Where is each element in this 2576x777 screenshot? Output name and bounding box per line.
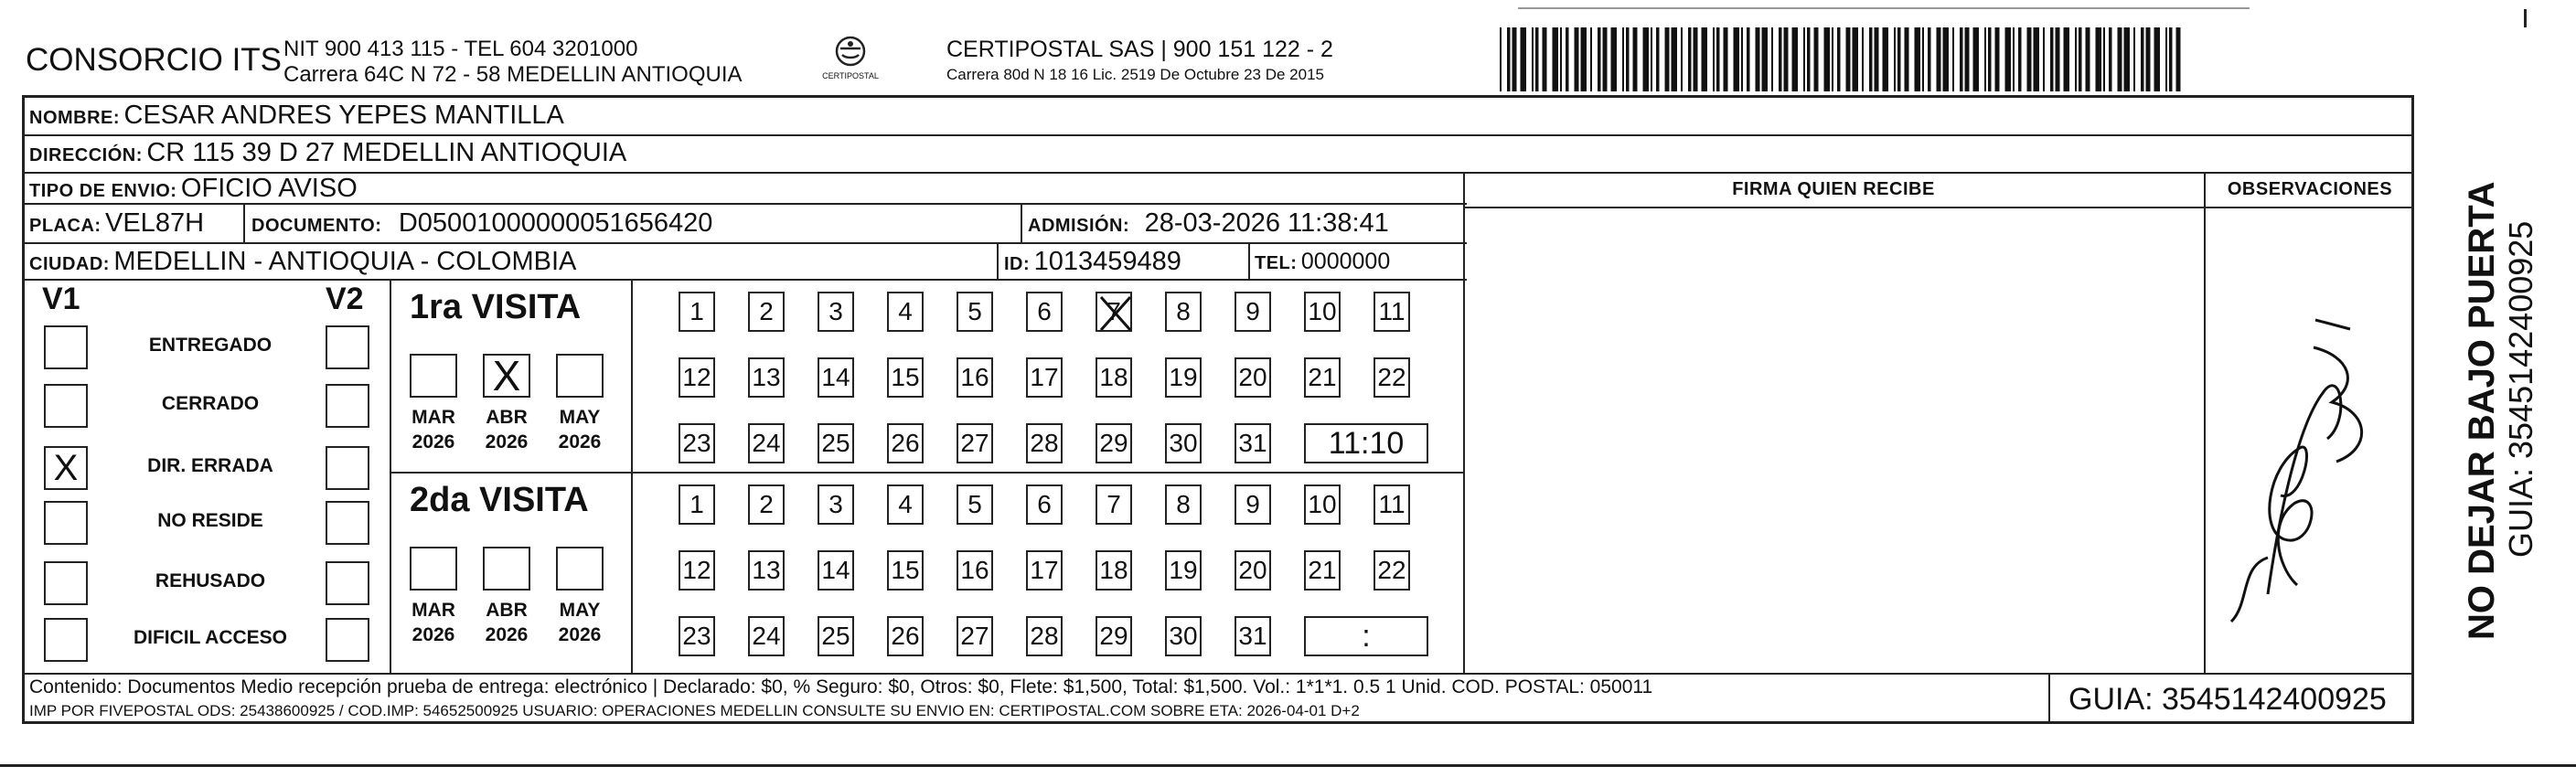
day-box[interactable]: 8	[1165, 484, 1202, 525]
day-box[interactable]: 25	[818, 616, 854, 656]
day-box[interactable]: 16	[957, 550, 993, 591]
month-year: 2026	[485, 431, 529, 452]
barcode-bar	[2043, 27, 2045, 91]
month-label	[475, 405, 539, 454]
status-label: NO RESIDE	[157, 510, 263, 531]
month-year: 2026	[412, 431, 455, 452]
day-box[interactable]: 1	[679, 484, 715, 525]
visit-title: 2da VISITA	[410, 481, 589, 519]
status-label: CERRADO	[161, 393, 260, 414]
company-address: Carrera 64C N 72 - 58 MEDELLIN ANTIOQUIA	[283, 62, 743, 87]
time-box[interactable]: :	[1304, 616, 1428, 656]
id-value: 1013459489	[1033, 247, 1181, 276]
nombre-row	[29, 101, 564, 131]
barcode-bar	[1965, 27, 1970, 91]
month-label	[548, 598, 612, 647]
month-label	[401, 598, 465, 647]
day-box[interactable]: 29	[1096, 423, 1132, 463]
tipo-value: OFICIO AVISO	[180, 174, 358, 203]
day-box[interactable]: 26	[887, 423, 924, 463]
status-label: DIR. ERRADA	[147, 455, 273, 476]
day-box[interactable]: 24	[748, 616, 785, 656]
v1-checkbox[interactable]	[44, 618, 88, 662]
admision-label: ADMISIÓN:	[1028, 216, 1130, 236]
day-box[interactable]: 2	[748, 484, 785, 525]
v2-header: V2	[326, 282, 364, 316]
day-box[interactable]: 19	[1165, 550, 1202, 591]
barcode-bar	[1651, 27, 1652, 91]
day-box[interactable]: 7	[1096, 484, 1132, 525]
barcode-bar	[1915, 27, 1921, 91]
barcode-bar	[1581, 27, 1587, 91]
day-box[interactable]: 15	[887, 357, 924, 398]
month-year: 2026	[485, 624, 529, 645]
side-warning: NO DEJAR BAJO PUERTA	[2462, 181, 2502, 640]
barcode-bar	[1853, 27, 1859, 91]
day-box[interactable]: 5	[957, 292, 993, 332]
day-box[interactable]: 6	[1026, 292, 1063, 332]
bottom-rule	[0, 764, 2576, 767]
v2-checkbox[interactable]	[326, 561, 369, 605]
barcode-bar	[1837, 27, 1841, 91]
barcode-bar	[1672, 27, 1678, 91]
barcode-bar	[2176, 27, 2181, 91]
barcode-bar	[1803, 27, 1805, 91]
day-box[interactable]: 21	[1304, 550, 1341, 591]
barcode-bar	[1741, 27, 1743, 91]
barcode-bar	[1771, 27, 1773, 91]
day-box[interactable]: 16	[957, 357, 993, 398]
barcode-bar	[1500, 27, 1502, 91]
barcode-bar	[1724, 27, 1728, 91]
barcode-bar	[2079, 27, 2082, 91]
barcode-bar	[1507, 27, 1511, 91]
time-box[interactable]: 11:10	[1304, 423, 1428, 463]
barcode-bar	[1702, 27, 1708, 91]
day-box[interactable]: 18	[1096, 357, 1132, 398]
day-box[interactable]: 20	[1235, 550, 1271, 591]
barcode-bar	[1688, 27, 1692, 91]
footer-guia: GUIA: 3545142400925	[2068, 682, 2387, 717]
barcode-bar	[1807, 27, 1811, 91]
barcode-bar	[1521, 27, 1527, 91]
day-box[interactable]: 5	[957, 484, 993, 525]
nombre-value: CESAR ANDRES YEPES MANTILLA	[123, 101, 564, 130]
day-box[interactable]: 27	[957, 423, 993, 463]
day-box[interactable]: 21	[1304, 357, 1341, 398]
barcode-bar	[1734, 27, 1740, 91]
day-box[interactable]: 2	[748, 292, 785, 332]
day-box[interactable]: 8	[1165, 292, 1202, 332]
barcode	[1500, 27, 2181, 91]
barcode-bar	[1952, 27, 1954, 91]
barcode-bar	[1762, 27, 1769, 91]
barcode-bar	[2005, 27, 2012, 91]
day-box[interactable]: 24	[748, 423, 785, 463]
barcode-bar	[2141, 27, 2144, 91]
v1-checkbox[interactable]	[44, 325, 88, 369]
day-box[interactable]: 7	[1096, 292, 1132, 332]
firma-header: FIRMA QUIEN RECIBE	[1732, 179, 1935, 199]
barcode-bar	[1984, 27, 1986, 91]
ciudad-field	[29, 247, 576, 277]
barcode-bar	[1779, 27, 1782, 91]
barcode-bar	[2013, 27, 2015, 91]
barcode-bar	[1922, 27, 1924, 91]
ciudad-label: CIUDAD:	[29, 254, 110, 274]
month-name: ABR	[486, 407, 528, 428]
barcode-bar	[1784, 27, 1789, 91]
barcode-bar	[2050, 27, 2054, 91]
month-checkbox[interactable]	[410, 354, 457, 398]
month-label	[548, 405, 612, 454]
barcode-bar	[1665, 27, 1670, 91]
day-box[interactable]: 14	[818, 357, 854, 398]
barcode-bar	[1928, 27, 1931, 91]
day-box[interactable]: 11	[1374, 292, 1410, 332]
carrier-address: Carrera 80d N 18 16 Lic. 2519 De Octubre 23 De 2015	[946, 66, 1324, 83]
contenido-text: Contenido: Documentos Medio recepción prueba de entrega: electrónico | Declarado: $0, % Seguro: $0, Otros: $0, Flete: $1,500, Total: $1,500. Vol.: 1*1*1. 0.5 1 Unid. COD. POSTAL: 050011	[29, 676, 1653, 697]
status-label: ENTREGADO	[148, 335, 273, 356]
barcode-bar	[2169, 27, 2173, 91]
barcode-bar	[1543, 27, 1547, 91]
side-guia: GUIA: 3545142400925	[2502, 220, 2539, 558]
barcode-bar	[2064, 27, 2070, 91]
v2-checkbox[interactable]	[326, 446, 369, 490]
tipo-label: TIPO DE ENVIO:	[29, 181, 177, 201]
barcode-bar	[1943, 27, 1950, 91]
barcode-bar	[1988, 27, 1992, 91]
v2-checkbox[interactable]	[326, 384, 369, 428]
day-box[interactable]: 4	[887, 292, 924, 332]
day-box[interactable]: 31	[1235, 616, 1271, 656]
day-box[interactable]: 13	[748, 357, 785, 398]
documento-value: D05001000000051656420	[398, 208, 713, 238]
v1-header: V1	[42, 282, 80, 316]
id-label: ID:	[1004, 254, 1031, 274]
direccion-row	[29, 138, 626, 168]
day-box[interactable]: 30	[1165, 423, 1202, 463]
visit-title: 1ra VISITA	[410, 288, 582, 326]
day-box[interactable]: 15	[887, 550, 924, 591]
day-box[interactable]: 13	[748, 550, 785, 591]
day-box[interactable]: 30	[1165, 616, 1202, 656]
barcode-bar	[1566, 27, 1569, 91]
tipo-row	[29, 174, 358, 204]
carrier-line: CERTIPOSTAL SAS | 900 151 122 - 2	[946, 37, 1333, 62]
barcode-bar	[2165, 27, 2167, 91]
day-box[interactable]: 23	[679, 423, 715, 463]
barcode-bar	[2086, 27, 2090, 91]
day-box[interactable]: 23	[679, 616, 715, 656]
barcode-bar	[1875, 27, 1879, 91]
month-checkbox[interactable]	[556, 354, 604, 398]
barcode-bar	[1603, 27, 1608, 91]
direccion-value: CR 115 39 D 27 MEDELLIN ANTIOQUIA	[146, 138, 627, 167]
ciudad-value: MEDELLIN - ANTIOQUIA - COLOMBIA	[113, 247, 577, 276]
barcode-bar	[1560, 27, 1562, 91]
signature	[2213, 293, 2378, 640]
barcode-bar	[1869, 27, 1873, 91]
admision-value: 28-03-2026 11:38:41	[1144, 208, 1389, 238]
v1-checkbox[interactable]	[44, 561, 88, 605]
day-box[interactable]: 4	[887, 484, 924, 525]
barcode-bar	[2109, 27, 2112, 91]
documento-field	[251, 208, 712, 239]
day-box[interactable]: 10	[1304, 484, 1341, 525]
tel-value: 0000000	[1300, 249, 1391, 274]
day-box[interactable]: 18	[1096, 550, 1132, 591]
day-box[interactable]: 12	[679, 550, 715, 591]
barcode-bar	[1747, 27, 1750, 91]
id-field	[1004, 247, 1181, 277]
nombre-label: NOMBRE:	[29, 108, 121, 128]
barcode-bar	[1532, 27, 1534, 91]
barcode-bar	[1694, 27, 1698, 91]
day-box[interactable]: 1	[679, 292, 715, 332]
day-box[interactable]: 6	[1026, 484, 1063, 525]
day-box[interactable]: 14	[818, 550, 854, 591]
barcode-bar	[1643, 27, 1650, 91]
month-name: MAR	[412, 407, 455, 428]
barcode-bar	[1995, 27, 2000, 91]
barcode-bar	[1846, 27, 1851, 91]
barcode-bar	[1622, 27, 1624, 91]
status-label: REHUSADO	[155, 570, 266, 591]
barcode-bar	[1575, 27, 1579, 91]
month-name: MAY	[559, 407, 601, 428]
barcode-bar	[2018, 27, 2022, 91]
placa-field	[29, 208, 204, 239]
barcode-bar	[2124, 27, 2131, 91]
day-box[interactable]: 20	[1235, 357, 1271, 398]
barcode-bar	[1894, 27, 1896, 91]
day-box[interactable]: 19	[1165, 357, 1202, 398]
day-box[interactable]: 25	[818, 423, 854, 463]
admision-field	[1028, 208, 1389, 239]
barcode-bar	[1611, 27, 1618, 91]
barcode-bar	[1905, 27, 1909, 91]
month-year: 2026	[558, 431, 602, 452]
barcode-bar	[1883, 27, 1889, 91]
placa-value: VEL87H	[105, 208, 205, 238]
barcode-bar	[2027, 27, 2032, 91]
day-box[interactable]: 10	[1304, 292, 1341, 332]
barcode-bar	[2103, 27, 2105, 91]
barcode-bar	[1862, 27, 1864, 91]
day-box[interactable]: 9	[1235, 484, 1271, 525]
barcode-bar	[1960, 27, 1963, 91]
barcode-bar	[2075, 27, 2077, 91]
v2-checkbox[interactable]	[326, 501, 369, 545]
barcode-bar	[2056, 27, 2060, 91]
corner-mark	[2524, 9, 2527, 27]
documento-label: DOCUMENTO:	[251, 216, 382, 236]
barcode-bar	[1535, 27, 1539, 91]
v1-checkbox[interactable]	[44, 384, 88, 428]
barcode-bar	[1756, 27, 1760, 91]
month-checkbox[interactable]	[410, 547, 457, 591]
day-box[interactable]: 22	[1374, 550, 1410, 591]
status-label: DIFICIL ACCESO	[133, 627, 287, 648]
barcode-bar	[1681, 27, 1683, 91]
month-checkbox[interactable]: X	[483, 354, 530, 398]
barcode-bar	[2096, 27, 2102, 91]
barcode-bar	[2118, 27, 2122, 91]
barcode-bar	[1897, 27, 1901, 91]
certipostal-logo	[818, 33, 882, 88]
barcode-bar	[1598, 27, 1601, 91]
v2-checkbox[interactable]	[326, 618, 369, 662]
day-box[interactable]: 17	[1026, 550, 1063, 591]
day-box[interactable]: 12	[679, 357, 715, 398]
top-rule	[1518, 7, 2250, 9]
barcode-bar	[1553, 27, 1559, 91]
day-box[interactable]: 31	[1235, 423, 1271, 463]
barcode-bar	[1792, 27, 1799, 91]
barcode-bar	[1716, 27, 1720, 91]
month-checkbox[interactable]	[483, 547, 530, 591]
logo-caption: CERTIPOSTAL	[822, 71, 879, 80]
day-box[interactable]: 11	[1374, 484, 1410, 525]
v2-checkbox[interactable]	[326, 325, 369, 369]
barcode-bar	[1656, 27, 1660, 91]
barcode-bar	[2146, 27, 2151, 91]
day-box[interactable]: 3	[818, 292, 854, 332]
barcode-bar	[1512, 27, 1517, 91]
tel-field	[1255, 249, 1390, 275]
nit-line: NIT 900 413 115 - TEL 604 3201000	[283, 37, 638, 61]
barcode-bar	[1814, 27, 1819, 91]
day-box[interactable]: 9	[1235, 292, 1271, 332]
barcode-bar	[2133, 27, 2135, 91]
month-label	[475, 598, 539, 647]
day-box[interactable]: 28	[1026, 423, 1063, 463]
month-name: MAR	[412, 600, 455, 621]
day-box[interactable]: 28	[1026, 616, 1063, 656]
v1-checkbox[interactable]: X	[44, 446, 88, 490]
barcode-bar	[1824, 27, 1831, 91]
day-box[interactable]: 3	[818, 484, 854, 525]
imp-text: IMP POR FIVEPOSTAL ODS: 25438600925 / COD.IMP: 54652500925 USUARIO: OPERACIONES MEDELLIN CONSULTE SU ENVIO EN: CERTIPOSTAL.COM SOBRE ETA: 2026-04-01 D+2	[29, 702, 1360, 719]
direccion-label: DIRECCIÓN:	[29, 145, 143, 165]
month-year: 2026	[558, 624, 602, 645]
month-label	[401, 405, 465, 454]
day-box[interactable]: 27	[957, 616, 993, 656]
month-year: 2026	[412, 624, 455, 645]
month-checkbox[interactable]	[556, 547, 604, 591]
barcode-bar	[2034, 27, 2040, 91]
barcode-bar	[1937, 27, 1941, 91]
barcode-bar	[2154, 27, 2161, 91]
day-box[interactable]: 29	[1096, 616, 1132, 656]
barcode-bar	[1633, 27, 1638, 91]
company-name: CONSORCIO ITS	[26, 42, 283, 78]
barcode-bar	[1590, 27, 1592, 91]
barcode-bar	[1626, 27, 1630, 91]
observaciones-header: OBSERVACIONES	[2227, 179, 2393, 199]
placa-label: PLACA:	[29, 216, 102, 236]
day-box[interactable]: 26	[887, 616, 924, 656]
barcode-bar	[1973, 27, 1980, 91]
month-name: MAY	[559, 600, 601, 621]
day-box[interactable]: 22	[1374, 357, 1410, 398]
day-box[interactable]: 17	[1026, 357, 1063, 398]
barcode-bar	[1832, 27, 1833, 91]
v1-checkbox[interactable]	[44, 501, 88, 545]
barcode-bar	[1713, 27, 1715, 91]
tel-label: TEL:	[1255, 253, 1298, 273]
month-name: ABR	[486, 600, 528, 621]
